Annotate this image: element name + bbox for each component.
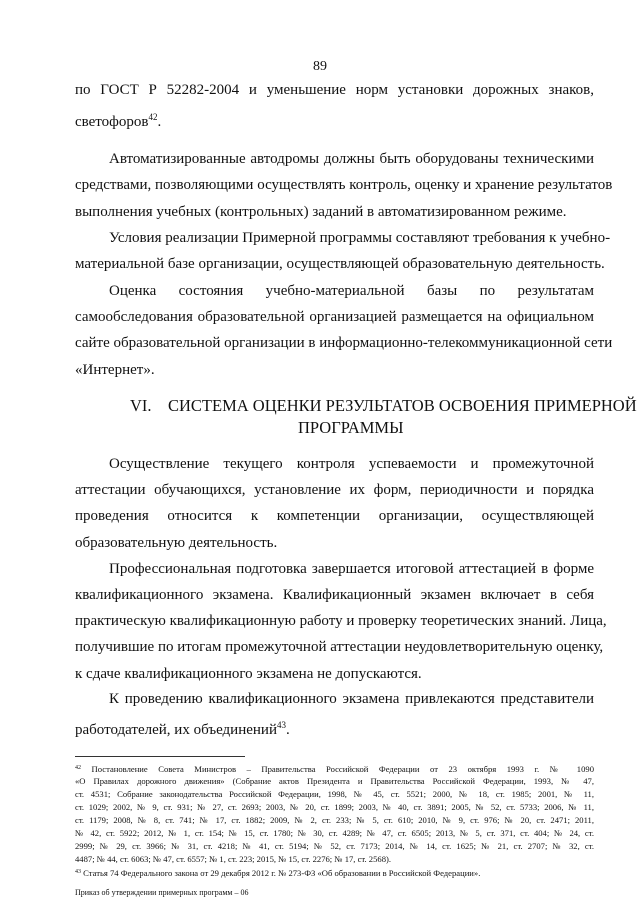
footnote-43 (75, 866, 594, 879)
footnote-42-line-6: № 42, ст. 5922; 2012, № 1, ст. 154; № 15, ст. 1780; № 30, ст. 4289; № 47, ст. 6505; 2013, № 5, ст. 371, ст. 404; № 24, ст. (75, 828, 594, 838)
paragraph-5-line-2: аттестации обучающихся, установление их форм, периодичности и порядка (75, 482, 594, 498)
paragraph-6-line-1: Профессиональная подготовка завершается итоговой аттестацией в форме (109, 561, 594, 577)
paragraph-6-line-3: практическую квалификационную работу и проверку теоретических знаний. Лица, (75, 613, 607, 629)
paragraph-1-text: светофоров (75, 114, 149, 130)
section-number: VI. (130, 396, 152, 415)
paragraph-7-line-2 (75, 716, 594, 739)
paragraph-4-line-3: сайте образовательной организации в информационно-телекоммуникационной сети (75, 335, 613, 351)
footnote-42-text-1: Постановление Совета Министров – Правительства Российской Федерации от 23 октября 1993 г. № 1090 (91, 764, 594, 774)
paragraph-7-end: . (285, 722, 290, 738)
footnote-42-line-1 (75, 762, 594, 775)
paragraph-5-line-1: Осуществление текущего контроля успеваемости и промежуточной (109, 456, 594, 472)
section-title-line-1: СИСТЕМА ОЦЕНКИ РЕЗУЛЬТАТОВ ОСВОЕНИЯ ПРИМЕРНОЙ (168, 396, 637, 415)
paragraph-1-line-2 (75, 108, 594, 131)
paragraph-6-line-2: квалификационного экзамена. Квалификационный экзамен включает в себя (75, 587, 594, 603)
paragraph-2-line-2: средствами, позволяющими осуществлять контроль, оценку и хранение результатов (75, 177, 613, 193)
footnote-42-line-7: 2999; № 29, ст. 3966; № 31, ст. 4218; № 41, ст. 5194; № 52, ст. 7173; 2014, № 14, ст. 1625; № 21, ст. 2707; № 32, ст. (75, 841, 594, 851)
footnote-43-text: Статья 74 Федерального закона от 29 декабря 2012 г. № 273-ФЗ «Об образовании в Российской Федерации». (83, 868, 481, 878)
footnote-42-line-4: ст. 1029; 2002, № 9, ст. 931; № 27, ст. 2693; 2003, № 20, ст. 1899; 2003, № 40, ст. 3891; 2005, № 52, ст. 5733; 2006, № 11, (75, 802, 594, 812)
footnote-separator (75, 756, 245, 757)
paragraph-7-text: работодателей, их объединений (75, 722, 277, 738)
paragraph-3-line-1: Условия реализации Примерной программы составляют требования к учебно- (109, 230, 611, 246)
footnote-42-mark: 42 (75, 765, 81, 771)
paragraph-6-line-5: к сдаче квалификационного экзамена не допускаются. (75, 666, 422, 682)
paragraph-2-line-3: выполнения учебных (контрольных) заданий в автоматизированном режиме. (75, 204, 567, 220)
footnote-ref-43[interactable]: 43 (276, 720, 286, 730)
paragraph-1-line-1: по ГОСТ Р 52282-2004 и уменьшение норм установки дорожных знаков, (75, 82, 594, 98)
paragraph-2-line-1: Автоматизированные автодромы должны быть оборудованы техническими (109, 151, 594, 167)
section-title-line-2: ПРОГРАММЫ (298, 418, 404, 437)
paragraph-4-line-2: самообследования образовательной организацией размещается на официальном (75, 309, 594, 325)
footnote-42-line-3: ст. 4531; Собрание законодательства Российской Федерации, 1998, № 45, ст. 5521; 2000, № 18, ст. 1985; 2001, № 11, (75, 789, 594, 799)
paragraph-4-line-1: Оценка состояния учебно-материальной базы по результатам (109, 283, 594, 299)
footnote-42-line-2: «О Правилах дорожного движения» (Собрание актов Президента и Правительства Российской Федерации, 1993, № 47, (75, 776, 594, 786)
paragraph-3-line-2: материальной базе организации, осуществляющей образовательную деятельность. (75, 256, 605, 272)
page-number: 89 (313, 59, 327, 74)
paragraph-5-line-4: образовательную деятельность. (75, 535, 278, 551)
paragraph-7-line-1: К проведению квалификационного экзамена привлекаются представители (109, 691, 594, 707)
footnote-42-line-5: ст. 1179; 2008, № 8, ст. 741; № 17, ст. 1882; 2009, № 2, ст. 233; № 5, ст. 610; 2010, № 9, ст. 976; № 20, ст. 2471; 2011, (75, 815, 594, 825)
footnote-43-mark: 43 (75, 869, 81, 875)
footnote-ref-42[interactable]: 42 (148, 112, 158, 122)
paragraph-5-line-3: проведения относится к компетенции организации, осуществляющей (75, 508, 594, 524)
paragraph-4-line-4: «Интернет». (75, 362, 155, 378)
paragraph-1-end: . (157, 114, 162, 130)
paragraph-6-line-4: получившие по итогам промежуточной аттестации неудовлетворительную оценку, (75, 639, 604, 655)
footer-note: Приказ об утверждении примерных программ – 06 (75, 888, 249, 897)
footnote-42-line-8: 4487; № 44, ст. 6063; № 47, ст. 6557; № 1, ст. 223; 2015, № 15, ст. 2276; № 17, ст. 2568). (75, 854, 391, 864)
